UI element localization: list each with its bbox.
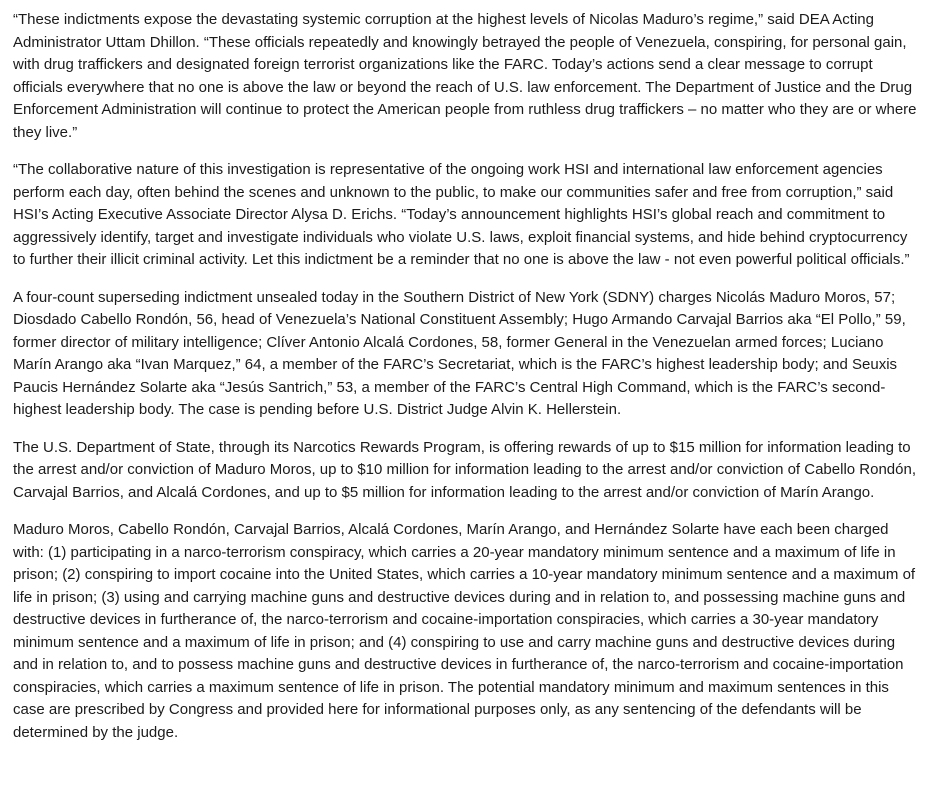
paragraph-hsi-statement: “The collaborative nature of this investigation is representative of the ongoing work HSI and international law enforcement agencies perform each day, often behind the scenes and unknown to the public, to make our communities safer and free from corruption,” said HSI’s Acting Executive Associate Director Alysa D. Erichs. “Today’s announcement highlights HSI’s global reach and commitment to aggressively identify, target and investigate individuals who violate U.S. laws, exploit financial systems, and hide behind cryptocurrency to further their illicit criminal activity. Let this indictment be a reminder that no one is above the law - not even powerful political officials.”: [13, 161, 910, 268]
paragraph-rewards-program: The U.S. Department of State, through its Narcotics Rewards Program, is offering rewards of up to $15 million for information leading to the arrest and/or conviction of Maduro Moros, up to $10 million for information leading to the arrest and/or conviction of Cabello Rondón, Carvajal Barrios, and Alcalá Cordones, and up to $5 million for information leading to the arrest and/or conviction of Marín Arango.: [13, 438, 916, 501]
paragraph-indictment-charges: A four-count superseding indictment unsealed today in the Southern District of New York (SDNY) charges Nicolás Maduro Moros, 57; Diosdado Cabello Rondón, 56, head of Venezuela’s National Constituent Assembly; Hugo Armando Carvajal Barrios aka “El Pollo,” 59, former director of military intelligence; Clíver Antonio Alcalá Cordones, 58, former General in the Venezuelan armed forces; Luciano Marín Arango aka “Ivan Marquez,” 64, a member of the FARC’s Secretariat, which is the FARC’s highest leadership body; and Seuxis Paucis Hernández Solarte aka “Jesús Santrich,” 53, a member of the FARC’s Central High Command, which is the FARC’s second-highest leadership body. The case is pending before U.S. District Judge Alvin K. Hellerstein.: [13, 288, 906, 418]
paragraph-dea-statement: “These indictments expose the devastating systemic corruption at the highest levels of Nicolas Maduro’s regime,” said DEA Acting Administrator Uttam Dhillon. “These officials repeatedly and knowingly betrayed the people of Venezuela, conspiring, for personal gain, with drug traffickers and designated foreign terrorist organizations like the FARC. Today’s actions send a clear message to corrupt officials everywhere that no one is above the law or beyond the reach of U.S. law enforcement. The Department of Justice and the Drug Enforcement Administration will continue to protect the American people from ruthless drug traffickers – no matter who they are or where they live.”: [13, 11, 917, 141]
paragraph-counts-sentences: Maduro Moros, Cabello Rondón, Carvajal Barrios, Alcalá Cordones, Marín Arango, and Hernández Solarte have each been charged with: (1) participating in a narco-terrorism conspiracy, which carries a 20-year mandatory minimum sentence and a maximum of life in prison; (2) conspiring to import cocaine into the United States, which carries a 10-year mandatory minimum sentence and a maximum of life in prison; (3) using and carrying machine guns and destructive devices during and in relation to, and possessing machine guns and destructive devices in furtherance of, the narco-terrorism and cocaine-importation conspiracies, which carries a 30-year mandatory minimum sentence and a maximum of life in prison; and (4) conspiring to use and carry machine guns and destructive devices during and in relation to, and to possess machine guns and destructive devices in furtherance of, the narco-terrorism and cocaine-importation conspiracies, which carries a maximum sentence of life in prison. The potential mandatory minimum and maximum sentences in this case are prescribed by Congress and provided here for informational purposes only, as any sentencing of the defendants will be determined by the judge.: [13, 521, 916, 741]
